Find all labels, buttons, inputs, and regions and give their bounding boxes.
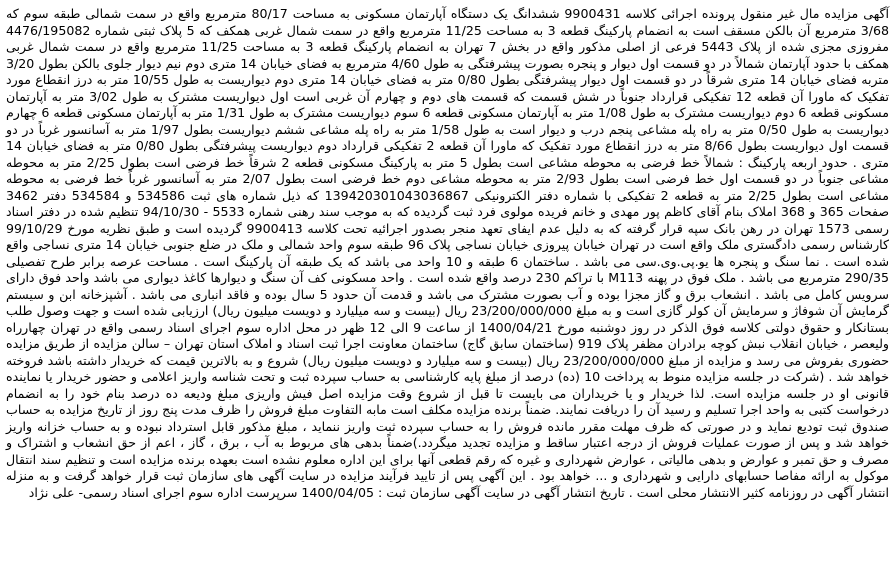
notice-text: آگهی مزایده مال غیر منقول پرونده اجرائی کلاسه 9900431 ششدانگ یک دستگاه آپارتمان مسکونی به مساحت 80/17 مترمربع واقع در سمت شمالی طبقه سوم که 3/68 مترمربع آن بالکن مسقف است به انضمام پارکینگ قطعه 3 به مساحت 11/25 مترمربع واقع در سمت شمال غربی همکف که 5 پلاک ثبتی شماره 4476/195082 مفروزی مجزی شده از پلاک 5443 فرعی از اصلی مذکور واقع در بخش 7 تهران به انضمام پارکینگ قطعه 3 به مساحت 11/25 مترمربع واقع در سمت شمال غربی همکف با حدود آپارتمان شمالاً در دو قسمت اول دیوار و پنجره بصورت پیشرفتگی به طول 4/60 مترمربع به فضای خیابان 14 متری دوم نیم دیوار جلوی بالکن بطول 3/20 متربه فضای خیابان 14 متری شرقاً در دو قسمت اول دیوار پیشرفتگی بطول 0/80 متر به فضای خیابان 14 متری دوم دیواریست به طول 10/55 متر به درز انقطاع مورد تفکیک که ماورا آن قطعه 12 تفکیکی قرارداد جنوباً در شش قسمت که قسمت های دوم و چهارم آن غربی است اول دیواریست مشترک به طول 3/02 متر به آپارتمان مسکونی قطعه 6 دوم دیواریست مشترک به طول 1/08 متر به آپارتمان مسکونی قطعه 6 سوم دیواریست مشترک به طول 1/31 متر به آپارتمان مسکونی قطعه 6 چهارم دیواریست به طول 0/50 متر به راه پله مشاعی پنجم درب و دیوار است به طول 1/58 متر به راه پله مشاعی ششم دیواریست بطول 1/97 متر به آسانسور غرباً در دو قسمت اول دیواریست بطول 8/66 متر به درز انقطاع مورد تفکیک که ماورا آن قطعه 2 تفکیکی قرارداد دوم دیواریست پیشرفتگی بطول 0/80 متر به فضای خیابان 14 متری . حدود اربعه پارکینگ : شمالاً خط فرضی به محوطه مشاعی است بطول 5 متر به پارکینگ مسکونی قطعه 2 شرقاً خط فرضی است بطول 2/25 متر به محوطه مشاعی جنوباً در دو قسمت اول خط فرضی است بطول 2/93 متر به محوطه مشاعی دوم خط فرضی است بطول 2/07 متر به آسانسور غرباً خط فرضی به محوطه مشاعی است بطول 2/25 متر به قطعه 2 تفکیکی با شماره دفتر الکترونیکی 139420301043036867 که ذیل شماره های ثبت 534586 و 534584 دفتر 3462 صفحات 365 و 368 املاک بنام آقای کاظم پور مهدی و خانم فریده مولوی فرد ثبت گردیده که به موجب سند رهنی شماره 5533 - 94/10/30 تنظیم شده در دفتر اسناد رسمی 1573 تهران در رهن بانک سپه قرار گرفته که به دلیل عدم ایفای تعهد منجر بصدور اجرائیه تحت کلاسه 9900413 گردیده است و طبق نظریه مورخ 99/10/29 کارشناس رسمی دادگستری ملک واقع است در تهران خیابان پیروزی خیابان نساجی پلاک 96 طبقه سوم واحد شمالی و ملک در ضلع جنوبی خیابان 14 متری نساجی واقع شده است . نما سنگ و پنجره ها یو.پی.وی.سی می باشد . ساختمان 6 طبقه و 10 واحد می باشد که یک طبقه آن پارکینگ است . مساحت عرصه برابر طرح تفصیلی 290/35 مترمربع می باشد . ملک فوق در پهنه M113 با تراکم 230 درصد واقع شده است . واحد مسکونی کف آن سنگ و دیوارها کاغذ دیواری می باشد واحد فوق دارای سرویس کامل می باشد . انشعاب برق و گاز مجزا بوده و آب بصورت مشترک می باشد و قدمت آن حدود 5 سال بوده و فاقد انباری می باشد . آشپزخانه ابن و سیستم گرمایش آن شوفاژ و سرمایش آن کولر گازی است و به مبلغ 23/200/000/000 ریال (بیست و سه میلیارد و دویست میلیون ریال) ارزیابی شده است و جهت وصول طلب بستانکار و حقوق دولتی کلاسه فوق الذکر در روز دوشنبه مورخ 1400/04/21 از ساعت 9 الی 12 ظهر در محل اداره سوم اجرای اسناد رسمی واقع در تهران چهارراه ولیعصر ، خیابان انقلاب نبش کوچه برادران مظفر پلاک 919 (ساختمان سابق گاج) ساختمان معاونت اجرا ثبت اسناد و املاک استان تهران – سالن مزایده از طریق مزایده حضوری بفروش می رسد و مزایده از مبلغ 23/200/000/000 ریال (بیست و سه میلیارد و دویست میلیون ریال) شروع و به بالاترین قیمت که خریدار داشته باشد فروخته خواهد شد . (شرکت در جلسه مزایده منوط به پرداخت 10 (ده) درصد از مبلغ پایه کارشناسی به حساب سپرده ثبت و تحت شناسه واریز اعلامی و حضور خریدار یا نماینده قانونی او در جلسه مزایده است. لذا خریدار و یا خریداران می بایست تا قبل از شروع وقت مزایده اصل فیش واریزی مبلغ ودیعه ده درصد بنام خود را به انضمام درخواست کتبی به واحد اجرا تسلیم و رسید آن را دریافت نمایند. ضمناً برنده مزایده مکلف است مابه التفاوت مبلغ فروش را ظرف مدت پنج روز از تاریخ مزایده به حساب صندوق ثبت تودیع نماید و در صورتی که ظرف مهلت مقرر مانده فروش را به حساب سپرده ثبت واریز ننماید ، مبلغ مذکور قابل استرداد نبوده و به حساب خزانه واریز خواهد شد و پس از صورت عملیات فروش از درجه اعتبار ساقط و مزایده تجدید میگردد.)ضمناً بدهی های مربوط به آب ، برق ، گاز ، اعم از حق انشعاب و اشتراک و مصرف و حق تمبر و عوارض و بدهی مالیاتی ، عوارض شهرداری و غیره که رقم قطعی آنها برای این اداره معلوم نشده است بعهده برنده مزایده است و تنظیم سند انتقال موکول به ارائه مفاصا حسابهای دارایی و شهرداری و ... خواهد بود . این آگهی پس از تایید فرآیند مزایده در سایت آگهی های سازمان ثبت قرار خواهد گرفت و به منزله انتشار آگهی در روزنامه کثیر الانتشار محلی است . تاریخ انتشار آگهی در سایت آگهی سازمان ثبت : 1400/04/05 سرپرست اداره سوم اجرای اسناد رسمی- علی نژاد: [6, 6, 890, 500]
